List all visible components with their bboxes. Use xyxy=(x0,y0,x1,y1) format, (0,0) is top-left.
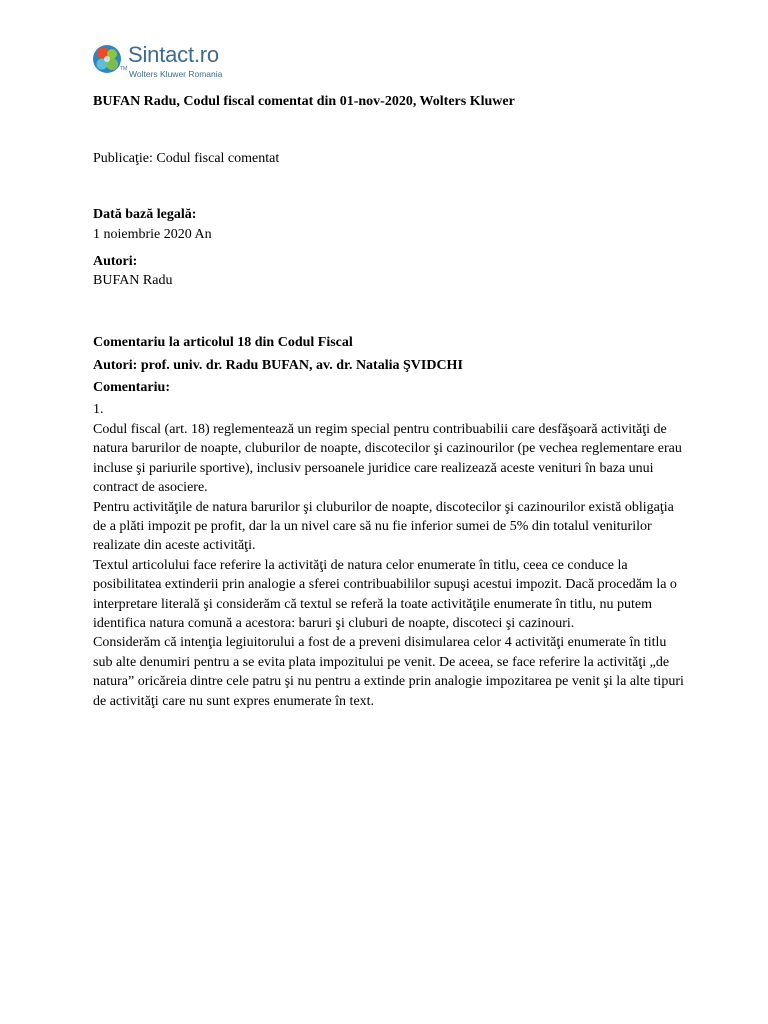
logo-subtitle: Wolters Kluwer Romania xyxy=(129,69,223,79)
commentary-paragraph: Textul articolului face referire la activităţi de natura celor enumerate în titlu, ceea ce conduce la posibilitatea extinderii prin analogie a sferei contribuabililor supuşi acestui impozit. Dacă procedăm la o interpretare literală şi considerăm că textul se referă la toate activităţile enumerate în titlu, nu putem identifica natura comună a acestora: baruri şi cluburi de noapte, discoteci şi cazinouri. xyxy=(93,557,677,632)
comment-label: Comentariu: xyxy=(93,380,170,395)
sintact-globe-icon xyxy=(92,44,122,74)
logo-trademark: TM xyxy=(120,66,128,72)
document-citation: BUFAN Radu, Codul fiscal comentat din 01-nov-2020, Wolters Kluwer xyxy=(93,94,515,109)
sintact-logo xyxy=(92,42,232,82)
legal-date-value: 1 noiembrie 2020 An xyxy=(93,227,212,242)
comment-authors: Autori: prof. univ. dr. Radu BUFAN, av. dr. Natalia ŞVIDCHI xyxy=(93,358,463,373)
commentary-paragraph: Considerăm că intenţia legiuitorului a fost de a preveni disimularea celor 4 activităţi enumerate în titlu sub alte denumiri pentru a se evita plata impozitului pe venit. De aceea, se face referire la activităţi „de natura” oricăreia dintre cele patru şi nu pentru a extinde prin analogie impozitarea pe venit şi la alte tipuri de activităţi care nu sunt expres enumerate în text. xyxy=(93,635,684,709)
commentary-paragraph: Pentru activităţile de natura barurilor şi cluburilor de noapte, discotecilor şi cazinourilor există obligaţia de a plăti impozit pe profit, dar la un nivel care să nu fie inferior sumei de 5% din totalul veniturilor realizate din aceste activităţi. xyxy=(93,499,674,554)
commentary-body xyxy=(93,420,689,711)
section-number: 1. xyxy=(93,402,104,417)
logo-name: Sintact.ro xyxy=(128,42,219,67)
legal-date-label: Dată bază legală: xyxy=(93,207,197,222)
authors-label: Autori: xyxy=(93,254,138,269)
authors-value: BUFAN Radu xyxy=(93,273,173,288)
commentary-paragraph: Codul fiscal (art. 18) reglementează un regim special pentru contribuabilii care desfăşoară activităţi de natura barurilor de noapte, cluburilor de noapte, discotecilor şi cazinourilor (pe vechea reglementare erau incluse şi pariurile sportive), inclusiv persoanele juridice care realizează aceste venituri în baza unui contract de asociere. xyxy=(93,422,682,496)
comment-title: Comentariu la articolul 18 din Codul Fiscal xyxy=(93,335,353,350)
publication-line: Publicaţie: Codul fiscal comentat xyxy=(93,151,280,166)
